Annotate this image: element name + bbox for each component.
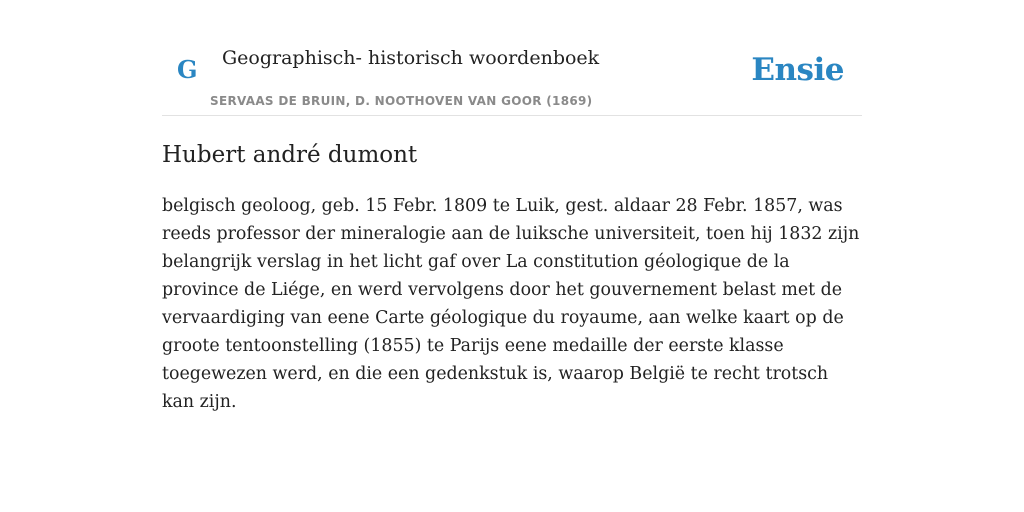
ensie-logo-link[interactable]: Ensie xyxy=(751,52,844,88)
entry-body: belgisch geoloog, geb. 15 Febr. 1809 te Luik, gest. aldaar 28 Febr. 1857, was reeds professor der mineralogie aan de luiksche universiteit, toen hij 1832 zijn belangrijk verslag in het licht gaf over La constitution géologique de la province de Liége, en werd vervolgens door het gouvernement belast met de vervaardiging van eene Carte géologique du royaume, aan welke kaart op de groote tentoonstelling (1855) te Parijs eene medaille der eerste klasse toegewezen werd, en die een gedenkstuk is, waarop België te recht trotsch kan zijn. xyxy=(162,196,860,412)
book-author: SERVAAS DE BRUIN, D. NOOTHOVEN VAN GOOR (1869) xyxy=(210,94,593,108)
page xyxy=(162,0,862,412)
book-title-link[interactable]: Geographisch- historisch woordenboek xyxy=(222,47,600,69)
entry-title: Hubert andré dumont xyxy=(162,142,418,168)
book-letter-badge[interactable]: G xyxy=(177,55,198,84)
book-header xyxy=(162,0,862,116)
